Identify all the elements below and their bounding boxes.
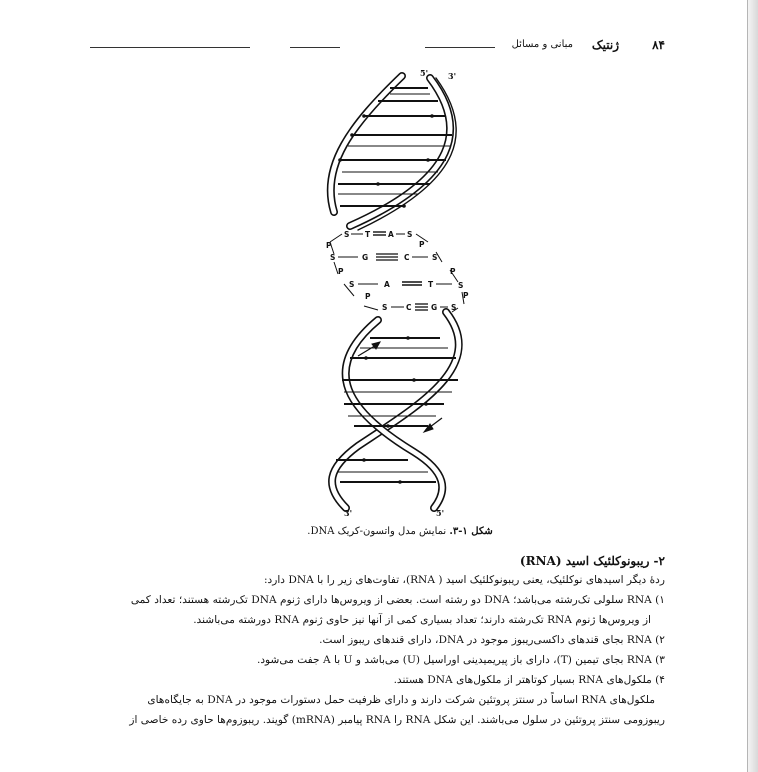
strand-end-label: 5' xyxy=(436,508,445,518)
running-header xyxy=(90,38,665,56)
strand-end-label: 5' xyxy=(420,68,429,78)
phosphate-label: P xyxy=(419,240,425,249)
list-item xyxy=(125,590,665,610)
phosphate-label: P xyxy=(338,267,344,276)
ladder-schematic xyxy=(326,230,469,312)
list-item-text: ملکول‌های RNA بسیار کوتاهتر از ملکول‌های DNA هستند. xyxy=(393,674,652,686)
base-label: A xyxy=(388,230,394,239)
list-item-number: ۴) xyxy=(655,674,665,686)
sugar-label: S xyxy=(458,281,464,290)
caption-label: شکل ۱-۳. xyxy=(449,526,493,537)
list-item xyxy=(125,650,665,670)
list-item-continuation: از ویروس‌ها ژنوم RNA تک‌رشته دارند؛ تعداد بسیاری کمی از آنها نیز حاوی ژنوم RNA دورشته می‌باشند. xyxy=(193,614,651,626)
header-rule xyxy=(425,47,495,48)
list-item-number: ۱) xyxy=(655,594,665,606)
book-title: ژنتیک xyxy=(591,38,619,52)
sugar-label: S xyxy=(349,280,355,289)
phosphate-label: P xyxy=(326,241,332,250)
base-label: T xyxy=(365,230,371,239)
sugar-label: S xyxy=(451,303,457,312)
list-item-text: RNA بجای قندهای داکسی‌ریبوز موجود در DNA، دارای قندهای ریبوز است. xyxy=(319,634,652,646)
upper-base-pairs xyxy=(338,88,452,206)
base-label: T xyxy=(428,280,434,289)
base-label: C xyxy=(404,253,410,262)
header-rule xyxy=(90,47,250,48)
paragraph-line: ریبوزومی سنتز پروتئین در سلول می‌باشند. این شکل RNA را RNA پیامبر (mRNA) گویند. ریبوزوم‌ها حاوی رده خاصی از xyxy=(129,714,665,726)
page-number: ۸۴ xyxy=(652,38,665,52)
scan-page-edge xyxy=(747,0,758,772)
list-item-text: RNA سلولی تک‌رشته می‌باشد؛ DNA دو رشته است. بعضی از ویروس‌ها دارای ژنوم DNA تک‌رشته هستند؛ تعداد کمی xyxy=(130,594,652,606)
list-item xyxy=(125,630,665,650)
section-heading: ۲- ریبونوکلئیک اسید (RNA) xyxy=(519,554,665,568)
lower-base-pairs xyxy=(336,338,458,482)
list-item-number: ۲) xyxy=(655,634,665,646)
paragraph-line: ملکول‌های RNA اساساً در سنتز پروتئین شرکت دارند و دارای ظرفیت حمل دستورات موجود در DNA به جایگاه‌های xyxy=(147,694,655,706)
book-subtitle: مبانی و مسائل xyxy=(511,39,573,50)
sugar-label: S xyxy=(330,253,336,262)
rna-section xyxy=(125,552,665,730)
header-rule xyxy=(290,47,340,48)
sugar-label: S xyxy=(382,303,388,312)
strand-end-label: 3' xyxy=(344,508,353,518)
dna-helix-diagram xyxy=(318,66,478,521)
caption-text: نمایش مدل واتسون-کریک DNA. xyxy=(307,526,447,537)
strand-end-label: 3' xyxy=(448,71,457,81)
figure-caption xyxy=(300,526,500,537)
phosphate-label: P xyxy=(450,267,456,276)
sugar-label: S xyxy=(432,253,438,262)
base-label: G xyxy=(431,303,438,312)
list-item xyxy=(125,670,665,690)
lower-helix-backbones xyxy=(332,312,459,508)
base-label: G xyxy=(362,253,369,262)
base-label: A xyxy=(384,280,390,289)
dna-double-helix-figure xyxy=(318,66,478,521)
list-item-text: RNA بجای تیمین (T)، دارای باز پیریمیدینی اوراسیل (U) می‌باشد و U با A جفت می‌شود. xyxy=(256,654,652,666)
list-item-number: ۳) xyxy=(655,654,665,666)
base-label: C xyxy=(406,303,412,312)
sugar-label: S xyxy=(344,230,350,239)
intro-paragraph: ردهٔ دیگر اسیدهای نوکلئیک، یعنی ریبونوکلئیک اسید ( RNA)، تفاوت‌های زیر را با DNA دارد: xyxy=(263,574,665,586)
phosphate-label: P xyxy=(463,291,469,300)
phosphate-label: P xyxy=(365,292,371,301)
sugar-label: S xyxy=(407,230,413,239)
